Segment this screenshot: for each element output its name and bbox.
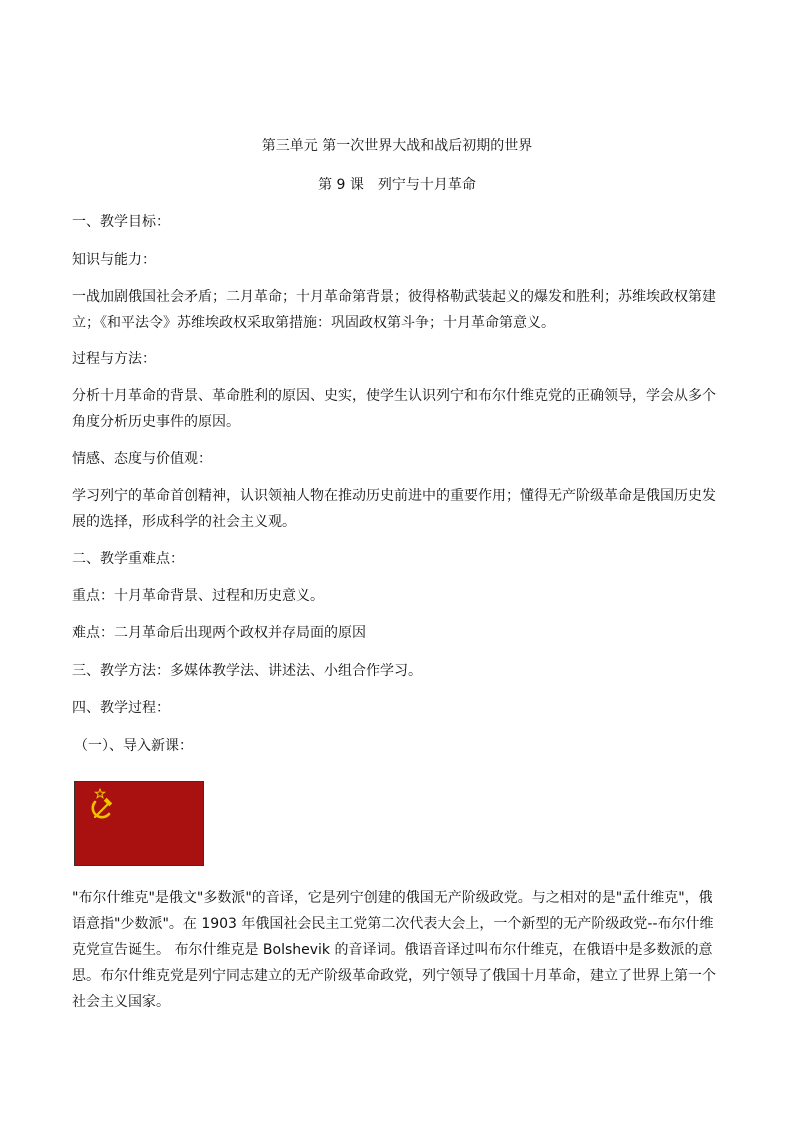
section-methods-heading: 三、教学方法：多媒体教学法、讲述法、小组合作学习。	[72, 663, 422, 679]
process-paragraph: 分析十月革命的背景、革命胜利的原因、史实，使学生认识列宁和布尔什维克党的正确领导，学会从多个角度分析历史事件的原因。	[72, 388, 716, 430]
process-heading: 过程与方法：	[72, 351, 156, 367]
soviet-flag-image	[74, 781, 204, 866]
knowledge-heading: 知识与能力：	[72, 252, 156, 268]
section-objectives-heading: 一、教学目标：	[72, 214, 170, 230]
lesson-title: 第 9 课 列宁与十月革命	[318, 177, 476, 193]
hammer-sickle-icon	[89, 788, 119, 822]
knowledge-paragraph: 一战加剧俄国社会矛盾；二月革命；十月革命第背景；彼得格勒武装起义的爆发和胜利；苏维埃政权第建立；《和平法令》苏维埃政权采取第措施：巩固政权第斗争；十月革命第意义。	[72, 289, 716, 331]
difficult-point: 难点：二月革命后出现两个政权并存局面的原因	[72, 625, 366, 641]
emotion-paragraph: 学习列宁的革命首创精神，认识领袖人物在推动历史前进中的重要作用；懂得无产阶级革命是俄国历史发展的选择，形成科学的社会主义观。	[72, 488, 716, 530]
emotion-heading: 情感、态度与价值观：	[72, 451, 212, 467]
intro-heading: （一）、导入新课：	[74, 738, 193, 754]
section-key-points-heading: 二、教学重难点：	[72, 551, 184, 567]
key-point: 重点：十月革命背景、过程和历史意义。	[72, 588, 324, 604]
bolshevik-paragraph: "布尔什维克"是俄文"多数派"的音译，它是列宁创建的俄国无产阶级政党。与之相对的是"孟什维克"，俄语意指"少数派"。在 1903 年俄国社会民主工党第二次代表大会上，一个新型的无产阶级政党--布尔什维克党宣告诞生。 布尔什维克是 Bolshevik 的音译词。俄语音译过叫布尔什维克，在俄语中是多数派的意思。布尔什维克党是列宁同志建立的无产阶级革命政党，列宁领导了俄国十月革命，建立了世界上第一个社会主义国家。	[72, 890, 716, 1010]
section-process-heading: 四、教学过程：	[72, 700, 170, 716]
unit-title: 第三单元 第一次世界大战和战后初期的世界	[261, 138, 533, 154]
